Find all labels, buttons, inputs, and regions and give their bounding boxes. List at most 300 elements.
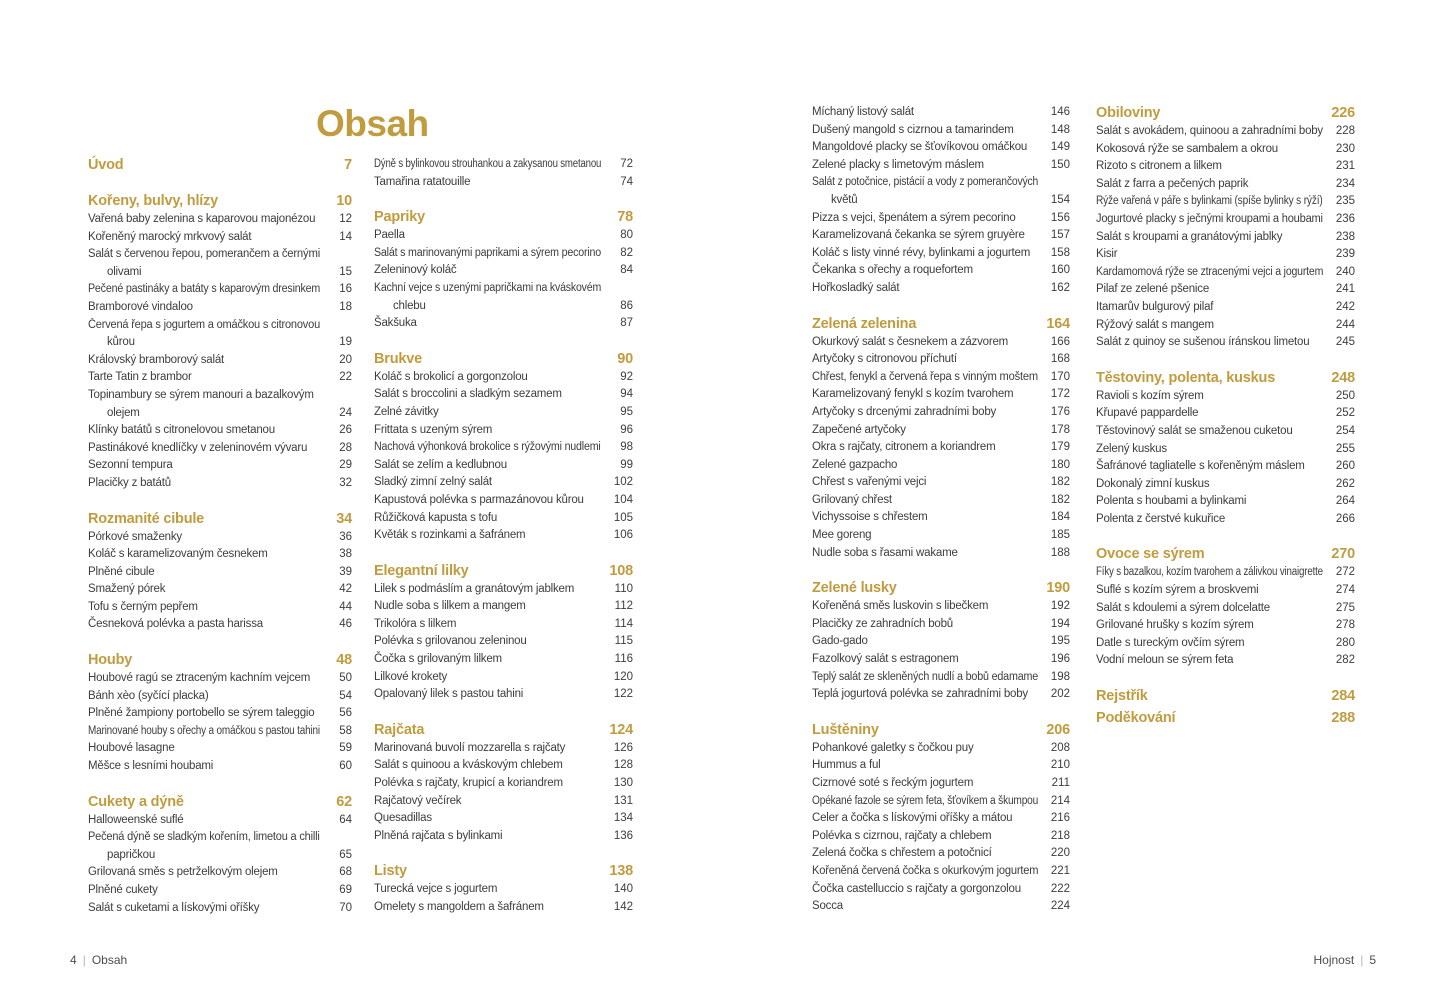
toc-page-number: 128 [613, 759, 633, 772]
toc-label-line: Nudle soba s lilkem a mangem [374, 600, 526, 613]
toc-label-line: Grilovaná směs s petrželkovým olejem [88, 866, 278, 879]
toc-entry [374, 439, 633, 457]
toc-entry [374, 262, 633, 280]
toc-label-line: Turecká vejce s jogurtem [374, 883, 498, 896]
toc-entry-label [88, 211, 320, 229]
toc-label-line: Lilkové krokety [374, 670, 448, 683]
toc-entry-label [812, 740, 1038, 758]
toc-entry-label [812, 598, 1038, 616]
toc-label-line: Itamarův bulgurový pilaf [1096, 300, 1214, 313]
toc-page-number: 20 [339, 353, 352, 366]
toc-entry [812, 386, 1070, 404]
toc-entry [812, 404, 1070, 422]
toc-page-number: 244 [1335, 318, 1355, 331]
toc-entry-label [374, 386, 601, 404]
toc-entry [374, 810, 633, 828]
toc-page-number: 280 [1335, 636, 1355, 649]
toc-page-number: 18 [339, 300, 352, 313]
toc-entry [88, 369, 352, 387]
toc-entry-label [374, 669, 601, 687]
toc-entry [374, 581, 633, 599]
toc-entry-label [88, 864, 320, 882]
toc-page-number: 168 [1050, 353, 1070, 366]
toc-page-number: 72 [620, 158, 633, 170]
toc-page-number: 250 [1335, 389, 1355, 402]
toc-entry [812, 509, 1070, 527]
toc-page-number: 211 [1051, 777, 1070, 789]
toc-label-line: Rejstřík [1096, 688, 1148, 705]
toc-entry-label [374, 474, 601, 492]
toc-entry [374, 174, 633, 192]
toc-entry [812, 157, 1070, 175]
toc-entry-label [812, 227, 1038, 245]
toc-label-line: Tamařina ratatouille [374, 175, 471, 188]
toc-heading-label [812, 315, 1038, 334]
toc-page-number: 190 [1046, 580, 1070, 597]
toc-entry [1096, 246, 1355, 264]
toc-section [1096, 369, 1355, 529]
toc-label-line: Nudle soba s řasami wakame [812, 546, 958, 559]
toc-section-heading [88, 510, 352, 529]
toc-label-line: Česneková polévka a pasta harissa [88, 618, 263, 631]
toc-entry-label [1096, 652, 1323, 670]
toc-entry [812, 633, 1070, 651]
toc-entry-label [374, 651, 601, 669]
toc-entry-label [1096, 246, 1323, 264]
toc-page-number: 95 [620, 405, 633, 418]
toc-entry-label [374, 793, 601, 811]
toc-page-number: 102 [613, 476, 633, 489]
toc-label-line: Kořeněná červená čočka s okurkovým jogurtem [812, 864, 1039, 877]
toc-page-number: 179 [1050, 441, 1070, 454]
toc-entry [1096, 123, 1355, 141]
toc-label-line: Nachová výhonková brokolice s rýžovými nudlemi [374, 441, 601, 454]
toc-entry-label [374, 775, 601, 793]
toc-section [812, 721, 1070, 916]
toc-section-heading [374, 562, 633, 581]
toc-entry-label [812, 157, 1038, 175]
toc-entry-label [374, 881, 601, 899]
toc-label-line: Cizrnové soté s řeckým jogurtem [812, 777, 974, 789]
toc-page-number: 274 [1335, 584, 1355, 597]
toc-label-line: Bramborové vindaloo [88, 300, 193, 313]
footer-divider: | [82, 953, 86, 967]
toc-page-number: 59 [339, 742, 352, 755]
toc-page-number: 38 [339, 548, 352, 561]
toc-page-number: 56 [339, 707, 352, 720]
toc-page-number: 142 [613, 901, 633, 913]
toc-label-line: Houbové ragú se ztraceným kachním vejcem [88, 672, 311, 685]
toc-label-line: Salát z potočnice, pistácií a vody z pomerančových [812, 176, 1039, 189]
toc-entry [812, 616, 1070, 634]
toc-entry [374, 616, 633, 634]
toc-entry-label [1096, 176, 1323, 194]
toc-page-number: 157 [1050, 229, 1070, 242]
toc-entry [88, 864, 352, 882]
toc-label-line: Polenta z čerstvé kukuřice [1096, 512, 1226, 525]
toc-page-number: 74 [620, 175, 633, 188]
toc-entry [1096, 264, 1355, 282]
toc-page-number: 182 [1050, 493, 1070, 506]
toc-entry-label [374, 757, 601, 775]
toc-entry-label [812, 139, 1038, 157]
toc-page-number: 96 [620, 423, 633, 436]
toc-page-number: 239 [1335, 248, 1355, 261]
toc-label-line: Tofu s černým pepřem [88, 600, 198, 613]
toc-entry [374, 881, 633, 899]
toc-page-number: 134 [613, 812, 633, 825]
toc-label-line: Plněné cibule [88, 565, 155, 578]
footer-right-page-number: 5 [1369, 953, 1376, 967]
toc-page-number: 282 [1335, 654, 1355, 667]
toc-label-line: Suflé s kozím sýrem a broskvemi [1096, 584, 1259, 597]
toc-page-number: 99 [620, 458, 633, 471]
toc-page-number: 69 [339, 884, 352, 896]
toc-label-line: Šakšuka [374, 317, 417, 330]
toc-label-line: Polévka s grilovanou zeleninou [374, 635, 527, 648]
toc-entry-label [88, 246, 320, 281]
toc-page-number: 82 [620, 246, 633, 259]
toc-label-line: Koláč s brokolicí a gorgonzolou [374, 370, 528, 383]
toc-entry [812, 651, 1070, 669]
toc-entry [1096, 141, 1355, 159]
toc-entry-label [88, 705, 320, 723]
footer-right-label: Hojnost [1313, 953, 1355, 967]
toc-label-line: Gado-gado [812, 635, 868, 648]
toc-page-number: 65 [339, 848, 352, 861]
toc-page-number: 26 [339, 424, 352, 437]
toc-page-number: 208 [1050, 741, 1070, 754]
toc-label-line: Kořeny, bulvy, hlízy [88, 193, 219, 209]
toc-heading-label [374, 862, 601, 881]
toc-section-heading [1096, 709, 1355, 728]
toc-label-line: Okra s rajčaty, citronem a koriandrem [812, 441, 996, 454]
toc-heading-label [812, 579, 1038, 598]
toc-entry-label [812, 793, 1038, 811]
toc-entry-label [88, 688, 320, 706]
toc-page-number: 131 [613, 794, 633, 807]
toc-entry [88, 211, 352, 229]
toc-entry [88, 882, 352, 900]
toc-entry-label [374, 510, 601, 528]
toc-entry [88, 529, 352, 547]
toc-entry-label [374, 404, 601, 422]
toc-entry [1096, 511, 1355, 529]
toc-label-line: Frittata s uzeným sýrem [374, 423, 493, 436]
toc-entry [88, 422, 352, 440]
toc-page-number: 198 [1050, 670, 1070, 683]
toc-label-line: Pohankové galetky s čočkou puy [812, 741, 974, 754]
toc-entry [374, 775, 633, 793]
toc-label-line: Ovoce se sýrem [1096, 546, 1205, 563]
toc-entry-label [1096, 423, 1323, 441]
toc-entry-label [1096, 281, 1323, 299]
toc-column-4 [1096, 104, 1355, 728]
toc-page-number: 60 [339, 760, 352, 773]
toc-section [88, 156, 352, 175]
toc-entry-label [374, 174, 601, 192]
toc-entry-label [374, 598, 601, 616]
toc-entry-label [812, 651, 1038, 669]
toc-entry [812, 598, 1070, 616]
toc-section-heading [374, 350, 633, 369]
toc-entry [812, 757, 1070, 775]
toc-label-line: Artyčoky s drcenými zahradními boby [812, 405, 997, 418]
toc-entry-label [812, 104, 1038, 122]
toc-label-line: Plněné cukety [88, 884, 158, 896]
toc-page-number: 29 [339, 459, 352, 472]
toc-label-line: Kisir [1096, 248, 1118, 261]
toc-label-line: Rajčatový večírek [374, 794, 462, 807]
toc-entry [1096, 652, 1355, 670]
toc-label-line: Trikolóra s lilkem [374, 617, 457, 630]
toc-page-number: 192 [1050, 600, 1070, 613]
toc-label-line: Kořeněná směs luskovin s libečkem [812, 600, 989, 613]
toc-entry [1096, 600, 1355, 618]
toc-label-line: Plněná rajčata s bylinkami [374, 829, 503, 842]
toc-entry-label [812, 404, 1038, 422]
toc-label-line: Salát s kdoulemi a sýrem dolcelatte [1096, 601, 1270, 614]
toc-label-line: Chřest, fenykl a červená řepa s vinným moštem [812, 370, 1038, 383]
toc-entry-label [1096, 476, 1323, 494]
toc-label-line: Salát z farra a pečených paprik [1096, 177, 1249, 190]
toc-label-line: Salát s broccolini a sladkým sezamem [374, 388, 562, 401]
toc-entry [812, 227, 1070, 245]
toc-entry-label [88, 299, 320, 317]
toc-heading-label [88, 510, 320, 529]
toc-entry-label [88, 581, 320, 599]
toc-page-number: 120 [613, 670, 633, 683]
toc-label-line: Salát se zelím a kedlubnou [374, 458, 507, 471]
toc-label-line: Sladký zimní zelný salát [374, 476, 492, 489]
toc-entry [1096, 299, 1355, 317]
toc-page-number: 12 [339, 213, 352, 225]
toc-entry-label [88, 882, 320, 900]
toc-entry [812, 439, 1070, 457]
toc-entry [88, 599, 352, 617]
toc-section [374, 350, 633, 545]
toc-entry-label [812, 616, 1038, 634]
toc-label-line: Papriky [374, 209, 425, 226]
toc-entry-label [1096, 193, 1323, 211]
toc-label-line: Koláč s listy vinné révy, bylinkami a jogurtem [812, 246, 1031, 259]
toc-section-heading [812, 721, 1070, 740]
toc-entry-label [812, 457, 1038, 475]
toc-entry [88, 758, 352, 776]
toc-entry-label [88, 812, 320, 830]
toc-label-line: Quesadillas [374, 812, 432, 825]
toc-label-line: Smažený pórek [88, 583, 166, 596]
toc-label-line: Zelené placky s limetovým máslem [812, 158, 984, 171]
toc-page-number: 238 [1335, 230, 1355, 243]
toc-entry-label [1096, 158, 1323, 176]
toc-entry [374, 669, 633, 687]
toc-label-line: Květák s rozinkami a šafránem [374, 529, 526, 542]
toc-page-number: 64 [339, 813, 352, 826]
toc-page-number: 146 [1050, 106, 1070, 118]
toc-section [374, 562, 633, 704]
toc-entry-label [374, 280, 601, 315]
toc-label-line: Jogurtové placky s ječnými kroupami a houbami [1096, 212, 1323, 225]
toc-entry [374, 315, 633, 333]
toc-label-line: Kořeněný marocký mrkvový salát [88, 230, 252, 243]
toc-page-number: 136 [613, 829, 633, 842]
toc-entry [374, 793, 633, 811]
toc-entry [1096, 493, 1355, 511]
toc-page-number: 214 [1050, 794, 1070, 807]
toc-entry-label [812, 633, 1038, 651]
toc-label-line: Plněné žampiony portobello se sýrem taleggio [88, 707, 315, 720]
toc-entry-label [812, 492, 1038, 510]
toc-entry-label [374, 527, 601, 545]
toc-label-line: Ravioli s kozím sýrem [1096, 389, 1204, 402]
toc-entry [374, 686, 633, 704]
toc-entry [88, 281, 352, 299]
toc-entry-label [812, 828, 1038, 846]
toc-label-line: Opalovaný lilek s pastou tahini [374, 688, 524, 701]
toc-entry-label [812, 369, 1038, 387]
toc-page-number: 210 [1050, 759, 1070, 772]
toc-entry-label [1096, 229, 1323, 247]
toc-entry-label [374, 156, 601, 174]
toc-heading-label [1096, 104, 1323, 123]
toc-label-line: Pórkové smaženky [88, 530, 182, 543]
toc-entry [88, 440, 352, 458]
toc-entry [374, 598, 633, 616]
toc-page-number: 68 [339, 866, 352, 879]
toc-entry-label [812, 439, 1038, 457]
toc-entry [1096, 334, 1355, 352]
toc-entry-label [374, 369, 601, 387]
toc-page-number: 112 [614, 600, 633, 613]
toc-label-line: Červená řepa s jogurtem a omáčkou s citronovou [88, 318, 321, 331]
toc-entry [812, 881, 1070, 899]
toc-page-number: 90 [617, 350, 633, 367]
toc-page-number: 84 [620, 264, 633, 277]
toc-label-line: Halloweenské suflé [88, 813, 184, 826]
toc-entry-label [374, 315, 601, 333]
toc-page-number: 158 [1050, 246, 1070, 259]
toc-label-line: Dušený mangold s cizrnou a tamarindem [812, 123, 1014, 136]
toc-page-number: 126 [613, 741, 633, 754]
toc-entry [812, 245, 1070, 263]
toc-page-number: 196 [1050, 653, 1070, 666]
toc-page-number: 252 [1335, 407, 1355, 420]
toc-entry [88, 317, 352, 352]
toc-page-number: 106 [613, 529, 633, 542]
toc-label-line: Křupavé pappardelle [1096, 407, 1199, 420]
toc-page-number: 116 [614, 653, 633, 666]
toc-label-line: květů [831, 193, 858, 206]
toc-entry [812, 262, 1070, 280]
toc-entry [374, 899, 633, 917]
toc-entry-label [88, 440, 320, 458]
toc-page-number: 34 [336, 510, 352, 527]
toc-entry-label [812, 474, 1038, 492]
toc-page-number: 184 [1050, 511, 1070, 524]
toc-page-number: 44 [339, 600, 352, 613]
toc-page-number: 130 [613, 777, 633, 790]
toc-entry-label [812, 280, 1038, 298]
toc-entry-label [1096, 511, 1323, 529]
toc-entry-label [374, 828, 601, 846]
toc-entry [812, 210, 1070, 228]
toc-label-line: Čekanka s ořechy a roquefortem [812, 264, 973, 277]
toc-label-line: Šafránové tagliatelle s kořeněným máslem [1096, 460, 1305, 473]
toc-entry [374, 280, 633, 315]
toc-label-line: kůrou [107, 336, 135, 349]
toc-entry [812, 104, 1070, 122]
toc-label-line: Salát s kroupami a granátovými jablky [1096, 230, 1283, 243]
toc-entry-label [88, 740, 320, 758]
toc-page-number: 164 [1046, 315, 1070, 332]
toc-heading-label [88, 192, 320, 211]
toc-label-line: Salát s červenou řepou, pomerančem a černými [88, 248, 321, 261]
toc-page-number: 218 [1050, 829, 1070, 842]
toc-page-number: 50 [339, 672, 352, 685]
footer-left-label: Obsah [91, 953, 128, 967]
toc-page-number: 154 [1050, 193, 1070, 206]
toc-heading-label [1096, 687, 1323, 706]
toc-label-line: Salát s quinoou a kváskovým chlebem [374, 759, 563, 772]
toc-entry [1096, 281, 1355, 299]
toc-page-number: 105 [613, 511, 633, 524]
toc-entry [1096, 617, 1355, 635]
toc-entry [1096, 388, 1355, 406]
toc-label-line: Datle s tureckým ovčím sýrem [1096, 636, 1245, 649]
toc-section [812, 579, 1070, 704]
toc-label-line: Karamelizovaný fenykl s kozím tvarohem [812, 388, 1014, 401]
toc-label-line: Úvod [88, 157, 124, 173]
toc-entry-label [812, 422, 1038, 440]
toc-page-number: 241 [1335, 283, 1355, 296]
toc-section-heading [812, 315, 1070, 334]
toc-entry-label [88, 475, 320, 493]
toc-entry [812, 139, 1070, 157]
toc-label-line: Mee goreng [812, 529, 872, 542]
toc-entry [812, 828, 1070, 846]
toc-section-heading [88, 793, 352, 812]
toc-entry-label [374, 422, 601, 440]
toc-label-line: Rýžový salát s mangem [1096, 318, 1214, 331]
toc-entry-label [1096, 617, 1323, 635]
toc-page-number: 272 [1335, 566, 1355, 579]
toc-label-line: Placičky ze zahradních bobů [812, 617, 953, 630]
toc-page-number: 221 [1050, 864, 1070, 877]
toc-entry-label [88, 546, 320, 564]
toc-label-line: Zeleninový koláč [374, 264, 457, 277]
toc-label-line: Zelené gazpacho [812, 458, 898, 471]
toc-entry-label [1096, 405, 1323, 423]
toc-entry [374, 828, 633, 846]
toc-page-number: 231 [1335, 160, 1355, 173]
toc-section [88, 651, 352, 776]
toc-entry-label [88, 599, 320, 617]
toc-entry-label [812, 686, 1038, 704]
toc-entry-label [1096, 582, 1323, 600]
toc-entry [374, 386, 633, 404]
toc-label-line: Celer a čočka s lískovými oříšky a mátou [812, 812, 1013, 825]
toc-entry-label [88, 723, 320, 741]
toc-entry-label [1096, 458, 1323, 476]
toc-entry-label [88, 529, 320, 547]
toc-section [812, 315, 1070, 563]
toc-entry-label [374, 439, 601, 457]
toc-entry-label [1096, 264, 1323, 282]
toc-entry [374, 474, 633, 492]
toc-label-line: Královský bramborový salát [88, 353, 225, 366]
toc-entry [1096, 158, 1355, 176]
